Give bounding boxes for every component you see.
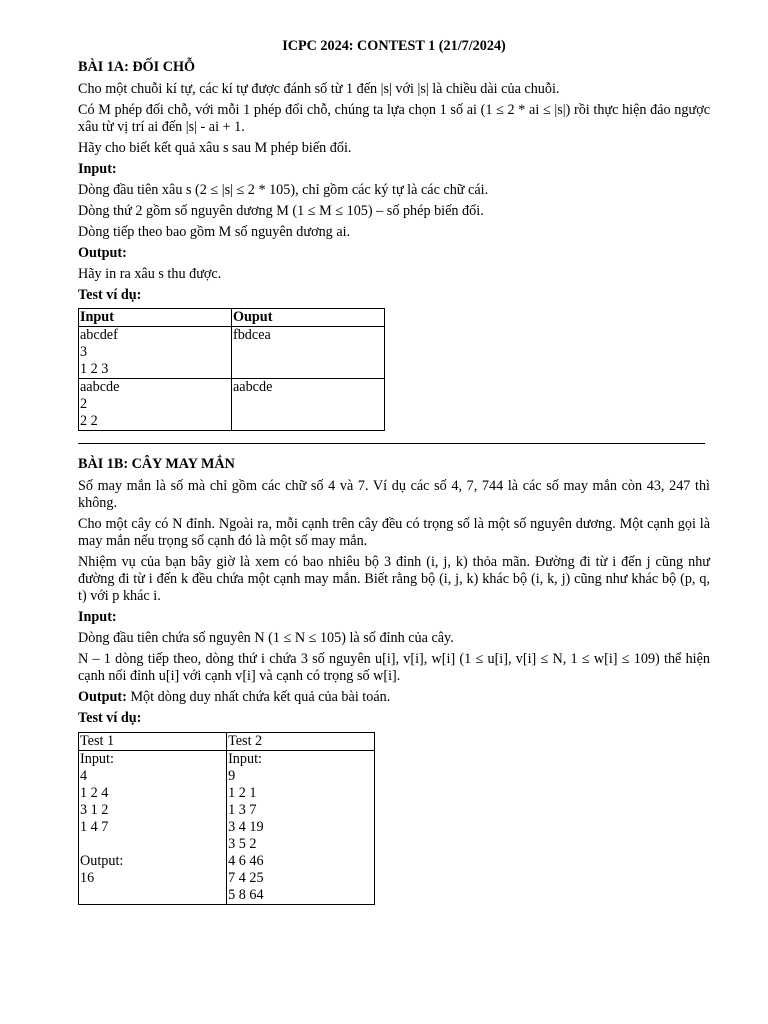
table-cell-output [231,327,384,379]
problem-b-output-label: Output: [78,689,127,705]
page-title: ICPC 2024: CONTEST 1 (21/7/2024) [282,38,506,54]
table-cell-input [79,379,232,431]
problem-b-paragraph: Cho một cây có N đỉnh. Ngoài ra, mỗi cạnh trên cây đều có trọng số là một số nguyên dương. Một cạnh gọi là may mắn nếu trọng số cạnh đó là một số may mắn. [78,516,710,549]
cell-line: 1 3 7 [228,802,257,818]
cell-line: fbdcea [232,327,271,343]
cell-line: 1 2 4 [80,785,109,801]
table-header-row [79,309,385,327]
table-cell-output [231,379,384,431]
cell-line: 1 2 3 [80,361,109,377]
problem-a-input-line: Dòng tiếp theo bao gồm M số nguyên dương ai. [78,224,351,240]
problem-a-input-line: Dòng đầu tiên xâu s (2 ≤ |s| ≤ 2 * 105), chỉ gồm các ký tự là các chữ cái. [78,182,489,198]
cell-line: Input: [228,751,262,767]
problem-b-input-label: Input: [78,609,117,625]
problem-a-output-line: Hãy in ra xâu s thu được. [78,266,222,282]
cell-line: aabcde [80,379,120,395]
test1-cell [79,751,227,905]
cell-line: 16 [80,870,95,886]
problem-b-test-table [78,732,375,905]
table-header-cell: Ouput [231,309,384,327]
problem-a-test-table [78,308,385,431]
document-page [78,38,710,905]
section-divider [78,443,705,444]
cell-line: 3 5 2 [228,836,257,852]
cell-line: aabcde [232,379,273,395]
table-row [79,379,385,431]
cell-line: 2 2 [80,413,98,429]
table-row [79,327,385,379]
problem-b-paragraph: Số may mắn là số mà chỉ gồm các chữ số 4 và 7. Ví dụ các số 4, 7, 744 là các số may mắn còn 43, 247 thì không. [78,478,710,511]
cell-line: Output: [80,853,124,869]
cell-line: 7 4 25 [228,870,264,886]
table-header-cell: Test 2 [227,733,375,751]
problem-b-paragraph: Nhiệm vụ của bạn bây giờ là xem có bao nhiêu bộ 3 đỉnh (i, j, k) thỏa mãn. Đường đi từ i đến j cũng như đường đi từ i đến k đều chứa một cạnh may mắn. Biết rằng bộ (i, j, k) khác bộ (i, k, j) cũng như khác bộ (p, q, t) với p khác i. [78,554,710,604]
cell-line [80,836,225,853]
problem-a-heading: BÀI 1A: ĐỐI CHỖ [78,59,196,75]
problem-b-output-text: Một dòng duy nhất chứa kết quả của bài toán. [126,689,391,705]
problem-b-input-line: Dòng đầu tiên chứa số nguyên N (1 ≤ N ≤ 105) là số đỉnh của cây. [78,630,454,646]
table-header-row [79,733,375,751]
problem-b-heading: BÀI 1B: CÂY MAY MẮN [78,456,235,472]
cell-line: 3 1 2 [80,802,109,818]
problem-b-input-line: N – 1 dòng tiếp theo, dòng thứ i chứa 3 số nguyên u[i], v[i], w[i] (1 ≤ u[i], v[i] ≤ N, 1 ≤ w[i] ≤ 109) thể hiện cạnh nối đỉnh u[i] với cạnh v[i] và cạnh có trọng số w[i]. [78,651,710,684]
problem-a-paragraph: Có M phép đối chỗ, với mỗi 1 phép đổi chỗ, chúng ta lựa chọn 1 số ai (1 ≤ 2 * ai ≤ |s|) rồi thực hiện đảo ngược xâu từ vị trí ai đến |s| - ai + 1. [78,102,710,135]
table-cell-input [79,327,232,379]
problem-b-output-line [78,689,710,706]
cell-line: 3 [80,344,88,360]
cell-line: 9 [228,768,236,784]
problem-a-paragraph: Cho một chuỗi kí tự, các kí tự được đánh số từ 1 đến |s| với |s| là chiều dài của chuỗi. [78,81,560,97]
table-header-cell: Input [79,309,232,327]
problem-b-test-label: Test ví dụ: [78,710,142,726]
cell-line: 2 [80,396,88,412]
test2-cell [227,751,375,905]
cell-line: Input: [80,751,114,767]
problem-a-output-label: Output: [78,245,127,261]
cell-line: 1 4 7 [80,819,109,835]
cell-line: 5 8 64 [228,887,264,903]
cell-line: 4 [80,768,88,784]
problem-a-paragraph: Hãy cho biết kết quả xâu s sau M phép biến đổi. [78,140,352,156]
cell-line: 4 6 46 [228,853,264,869]
cell-line: abcdef [80,327,118,343]
cell-line: 3 4 19 [228,819,264,835]
cell-line: 1 2 1 [228,785,257,801]
table-header-cell: Test 1 [79,733,227,751]
problem-a-test-label: Test ví dụ: [78,287,142,303]
table-row [79,751,375,905]
problem-a-input-label: Input: [78,161,117,177]
problem-a-input-line: Dòng thứ 2 gồm số nguyên dương M (1 ≤ M ≤ 105) – số phép biến đổi. [78,203,484,219]
